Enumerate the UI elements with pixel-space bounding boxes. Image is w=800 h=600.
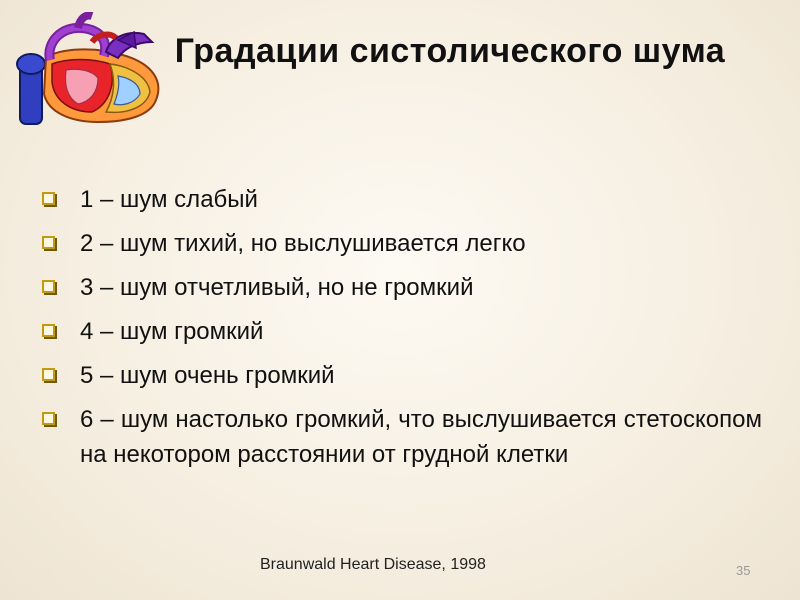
- page-number: 35: [736, 563, 751, 578]
- list-item: [42, 182, 762, 217]
- square-bullet-icon: [42, 412, 55, 425]
- square-bullet-icon: [42, 280, 55, 293]
- list-item-text: 6 – шум настолько громкий, что выслушивается стетоскопом на некотором расстоянии от грудной клетки: [80, 406, 762, 468]
- list-item: [42, 270, 762, 305]
- square-bullet-icon: [42, 236, 55, 249]
- heart-illustration: [6, 12, 166, 130]
- list-item-text: 2 – шум тихий, но выслушивается легко: [80, 230, 526, 257]
- square-bullet-icon: [42, 324, 55, 337]
- list-item: [42, 314, 762, 349]
- list-item-text: 4 – шум громкий: [80, 318, 264, 345]
- square-bullet-icon: [42, 192, 55, 205]
- source-citation: Braunwald Heart Disease, 1998: [260, 556, 486, 573]
- list-item-text: 1 – шум слабый: [80, 186, 258, 213]
- slide-title: Градации систолического шума: [174, 32, 726, 70]
- list-item-text: 3 – шум отчетливый, но не громкий: [80, 274, 474, 301]
- bullet-list: [42, 182, 762, 481]
- list-item: [42, 358, 762, 393]
- list-item: [42, 226, 762, 261]
- list-item-text: 5 – шум очень громкий: [80, 362, 335, 389]
- square-bullet-icon: [42, 368, 55, 381]
- list-item: [42, 402, 762, 472]
